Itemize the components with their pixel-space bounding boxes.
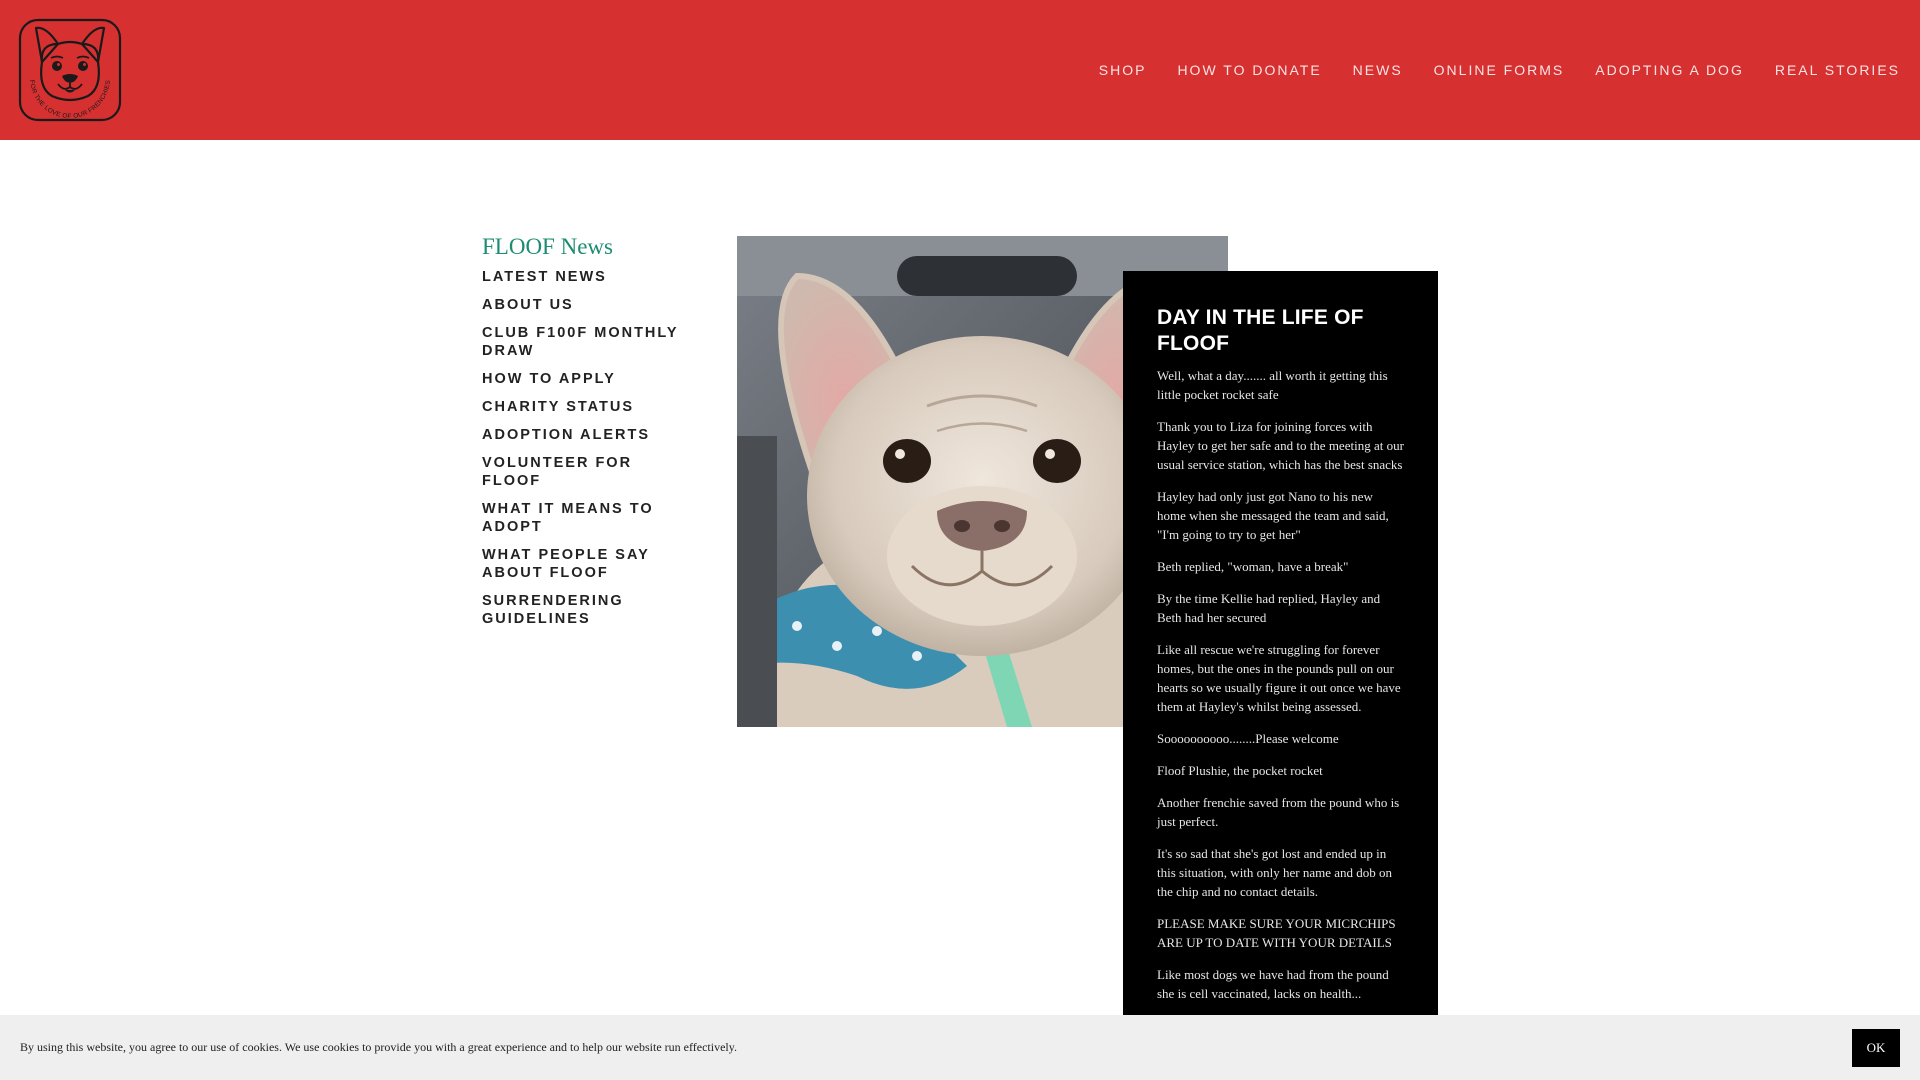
cookie-banner [0,1015,1920,1080]
article-paragraph: Thank you to Liza for joining forces with Hayley to get her safe and to the meeting at our usual service station, which has the best snacks [1157,419,1404,472]
nav-shop[interactable]: SHOP [1098,62,1147,78]
nav-online-forms[interactable]: ONLINE FORMS [1433,62,1565,78]
nav-real-stories[interactable]: REAL STORIES [1774,62,1900,78]
logo-text: FOR THE LOVE OF OUR FRENCHIES [28,79,112,121]
sidebar-item-adoption-alerts[interactable]: ADOPTION ALERTS [482,427,651,443]
article-paragraph: Like most dogs we have had from the pound she is cell vaccinated, lacks on health... [1157,967,1389,1001]
nav-news[interactable]: NEWS [1352,62,1403,78]
news-sidebar [482,234,682,638]
article-paragraph: PLEASE MAKE SURE YOUR MICRCHIPS ARE UP TO DATE WITH YOUR DETAILS [1157,916,1396,950]
article-title: DAY IN THE LIFE OF FLOOF [1157,306,1364,355]
main-nav [1068,62,1900,78]
article-paragraph: Soooooooooo........Please welcome [1157,731,1339,746]
sidebar-item-club-monthly-draw[interactable]: CLUB F100F MONTHLY DRAW [482,325,679,359]
article-paragraph: Floof Plushie, the pocket rocket [1157,763,1323,778]
article-card [1123,271,1438,1031]
article-paragraph: Another frenchie saved from the pound who is just perfect. [1157,795,1400,829]
sidebar-title[interactable]: FLOOF News [482,234,613,259]
cookie-ok-button[interactable]: OK [1852,1029,1900,1067]
article-paragraph: Hayley had only just got Nano to his new home when she messaged the team and said, "I'm going to try to get her" [1157,489,1389,542]
sidebar-item-surrendering-guidelines[interactable]: SURRENDERING GUIDELINES [482,593,624,627]
article-paragraph: Like all rescue we're struggling for forever homes, but the ones in the pounds pull on our hearts so we usually figure it out once we have them at Hayley's whilst being assessed. [1157,642,1401,714]
nav-how-to-donate[interactable]: HOW TO DONATE [1177,62,1322,78]
french-bulldog-logo-icon[interactable] [18,18,122,122]
cookie-text: By using this website, you agree to our use of cookies. We use cookies to provide you with a great experience and to help our website run effectively. [20,1040,737,1054]
sidebar-item-how-to-apply[interactable]: HOW TO APPLY [482,371,616,387]
sidebar-item-testimonials[interactable]: WHAT PEOPLE SAY ABOUT FLOOF [482,547,650,581]
sidebar-item-charity-status[interactable]: CHARITY STATUS [482,399,635,415]
sidebar-item-about-us[interactable]: ABOUT US [482,297,574,313]
sidebar-list [482,268,682,628]
sidebar-item-volunteer[interactable]: VOLUNTEER FOR FLOOF [482,455,633,489]
nav-adopting-a-dog[interactable]: ADOPTING A DOG [1595,62,1744,78]
article-paragraph: It's so sad that she's got lost and ended up in this situation, with only her name and dob on the chip and no contact details. [1157,846,1393,899]
sidebar-item-what-it-means-to-adopt[interactable]: WHAT IT MEANS TO ADOPT [482,501,654,535]
site-header [0,0,1920,140]
sidebar-item-latest-news[interactable]: LATEST NEWS [482,269,607,285]
article-paragraph: By the time Kellie had replied, Hayley and Beth had her secured [1157,591,1381,625]
article-paragraph: Beth replied, "woman, have a break" [1157,559,1349,574]
article-paragraph: Well, what a day....... all worth it getting this little pocket rocket safe [1157,368,1388,402]
